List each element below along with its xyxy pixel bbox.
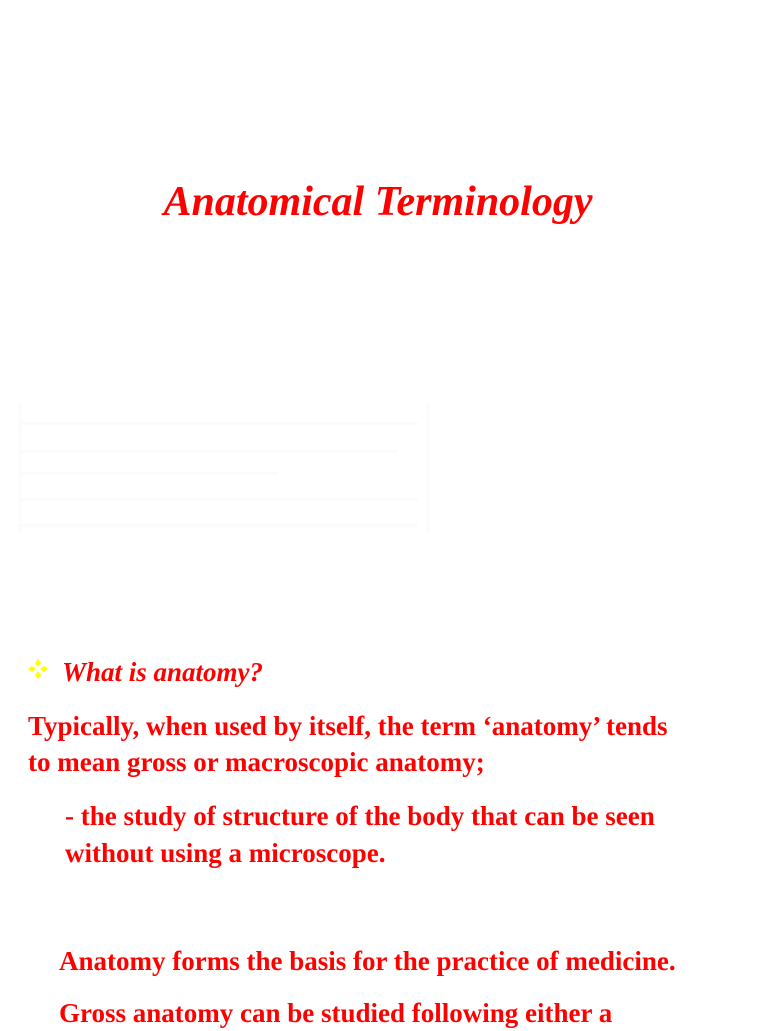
faded-line	[18, 450, 398, 453]
paragraph-4: Gross anatomy can be studied following either a	[59, 998, 613, 1028]
question-text: What is anatomy?	[62, 657, 264, 687]
faded-line	[18, 422, 418, 425]
faded-line	[18, 472, 278, 475]
diamond-bullet-icon	[26, 657, 50, 681]
faded-divider	[426, 402, 430, 534]
paragraph-2-line-1: - the study of structure of the body that can be seen	[65, 801, 655, 831]
paragraph-1-line-2: to mean gross or macroscopic anatomy;	[28, 747, 485, 777]
faded-line	[18, 498, 418, 501]
paragraph-1-line-1: Typically, when used by itself, the term ‘anatomy’ tends	[28, 711, 668, 741]
faded-line	[18, 524, 418, 527]
slide-title: Anatomical Terminology	[163, 179, 593, 225]
faded-image-placeholder	[18, 402, 430, 534]
paragraph-2-line-2: without using a microscope.	[65, 838, 386, 868]
paragraph-3: Anatomy forms the basis for the practice of medicine.	[59, 946, 676, 976]
